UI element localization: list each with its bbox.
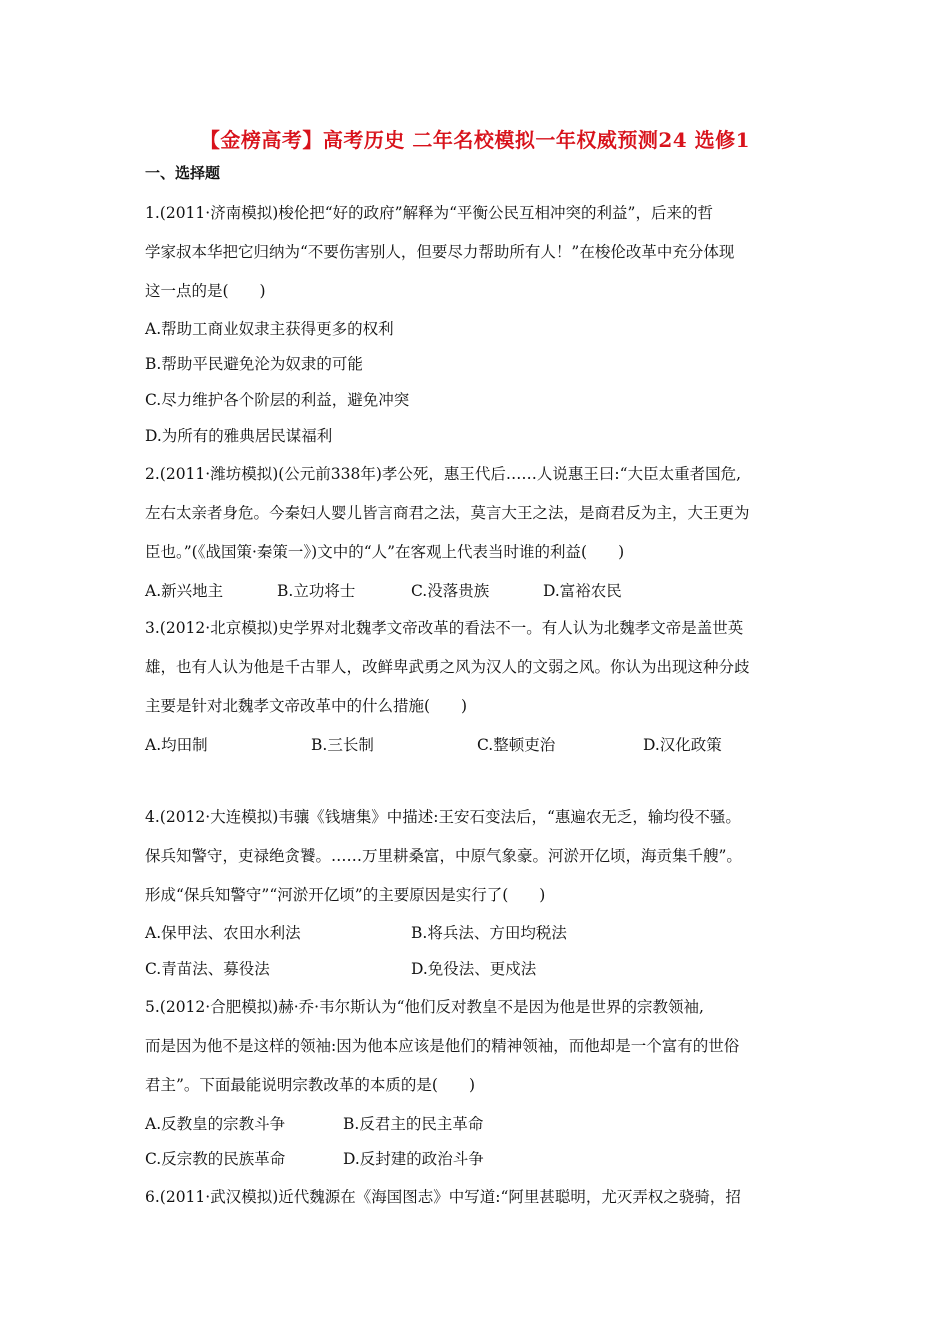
q5-option-d: D.反封建的政治斗争 <box>343 1150 484 1168</box>
q3-option-d: D.汉化政策 <box>643 736 722 754</box>
q1-line-1: 1.(2011·济南模拟)梭伦把“好的政府”解释为“平衡公民互相冲突的利益”，后来的哲 <box>145 204 713 222</box>
q4-line-2: 保兵知警守，吏禄绝贪饕。……万里耕桑富，中原气象豪。河淤开亿顷，海贡集千艘”。 <box>145 847 742 865</box>
q5-line-2: 而是因为他不是这样的领袖:因为他本应该是他们的精神领袖，而他却是一个富有的世俗 <box>145 1037 740 1055</box>
q5-option-a: A.反教皇的宗教斗争 <box>145 1115 286 1133</box>
q3-line-1: 3.(2012·北京模拟)史学界对北魏孝文帝改革的看法不一。有人认为北魏孝文帝是盖世英 <box>145 619 744 637</box>
q3-line-3: 主要是针对北魏孝文帝改革中的什么措施( ) <box>145 697 468 715</box>
q6-line-1: 6.(2011·武汉模拟)近代魏源在《海国图志》中写道:“阿里甚聪明，尤灭弄权之骁骑，招 <box>145 1188 741 1206</box>
q2-line-3: 臣也。”(《战国策·秦策一》)文中的“人”在客观上代表当时谁的利益( ) <box>145 543 625 561</box>
q1-line-2: 学家叔本华把它归纳为“不要伤害别人，但要尽力帮助所有人！”在梭伦改革中充分体现 <box>145 243 735 261</box>
q2-option-a: A.新兴地主 <box>145 582 224 600</box>
q2-line-1: 2.(2011·潍坊模拟)(公元前338年)孝公死，惠王代后……人说惠王曰:“大臣太重者国危, <box>145 465 742 483</box>
q4-option-c: C.青苗法、募役法 <box>145 960 270 978</box>
q5-line-3: 君主”。下面最能说明宗教改革的本质的是( ) <box>145 1076 476 1094</box>
q1-line-3: 这一点的是( ) <box>145 282 266 300</box>
q1-option-c: C.尽力维护各个阶层的利益，避免冲突 <box>145 391 410 409</box>
q3-option-c: C.整顿吏治 <box>477 736 556 754</box>
q3-option-b: B.三长制 <box>311 736 374 754</box>
q3-option-a: A.均田制 <box>145 736 208 754</box>
q2-option-d: D.富裕农民 <box>543 582 622 600</box>
q4-option-b: B.将兵法、方田均税法 <box>411 924 567 942</box>
q5-option-b: B.反君主的民主革命 <box>343 1115 484 1133</box>
q3-line-2: 雄，也有人认为他是千古罪人，改鲜卑武勇之风为汉人的文弱之风。你认为出现这种分歧 <box>145 658 750 676</box>
section-heading: 一、选择题 <box>145 164 221 182</box>
q5-option-c: C.反宗教的民族革命 <box>145 1150 286 1168</box>
q4-option-d: D.免役法、更戍法 <box>411 960 537 978</box>
q5-line-1: 5.(2012·合肥模拟)赫·乔·韦尔斯认为“他们反对教皇不是因为他是世界的宗教领袖, <box>145 998 704 1016</box>
q4-line-1: 4.(2012·大连模拟)韦骧《钱塘集》中描述:王安石变法后，“惠遍农无乏，输均役不骚。 <box>145 808 741 826</box>
q2-option-b: B.立功将士 <box>277 582 356 600</box>
q1-option-d: D.为所有的雅典居民谋福利 <box>145 427 333 445</box>
q2-line-2: 左右太亲者身危。今秦妇人婴儿皆言商君之法，莫言大王之法，是商君反为主，大王更为 <box>145 504 750 522</box>
document-title: 【金榜高考】高考历史 二年名校模拟一年权威预测24 选修1 <box>199 128 751 152</box>
q4-line-3: 形成“保兵知警守”“河淤开亿顷”的主要原因是实行了( ) <box>145 886 546 904</box>
q1-option-b: B.帮助平民避免沦为奴隶的可能 <box>145 355 363 373</box>
q2-option-c: C.没落贵族 <box>411 582 490 600</box>
q4-option-a: A.保甲法、农田水利法 <box>145 924 301 942</box>
q1-option-a: A.帮助工商业奴隶主获得更多的权利 <box>145 320 394 338</box>
